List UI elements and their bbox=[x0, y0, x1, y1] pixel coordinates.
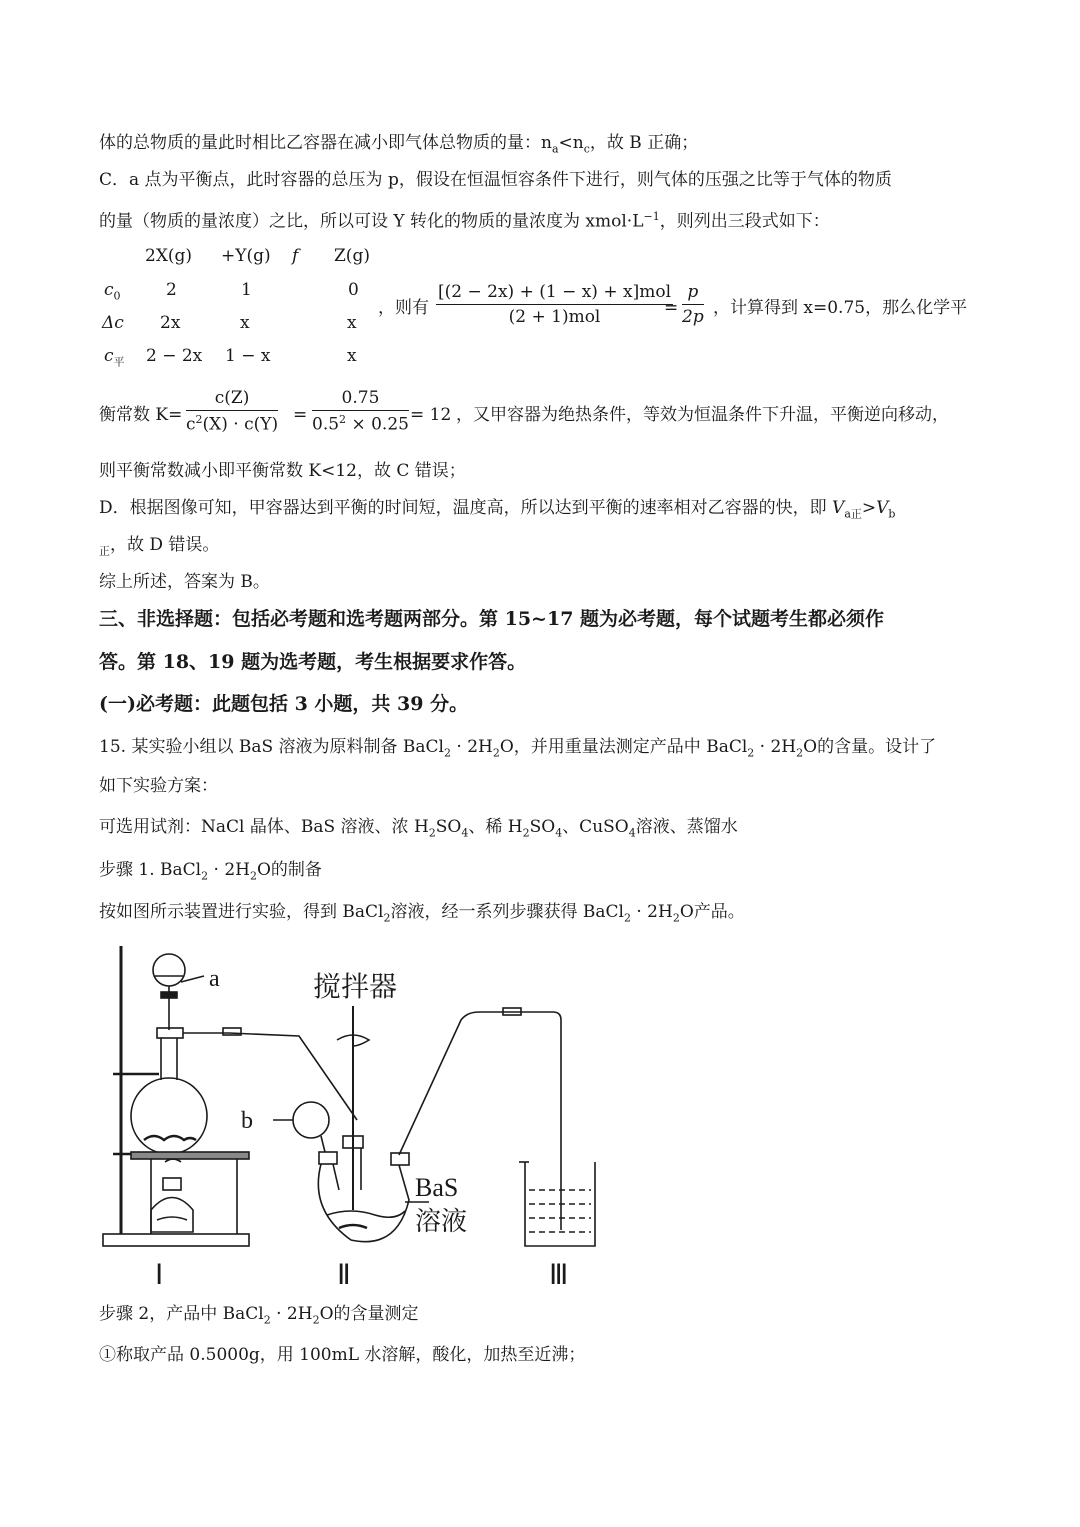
label-solution: 溶液 bbox=[415, 1207, 468, 1236]
row0-z: 0 bbox=[348, 280, 359, 300]
para-k: 则平衡常数减小即平衡常数 K<12，故 C 错误； bbox=[99, 461, 466, 481]
eq-x: 2X(g) bbox=[145, 246, 193, 266]
eq-y: +Y(g) bbox=[221, 246, 271, 266]
safety-bulb bbox=[293, 1102, 329, 1138]
bulb-outlet bbox=[321, 1136, 325, 1152]
section3-heading-line2: 答。第 18、19 题为选考题，考生根据要求作答。 bbox=[99, 651, 527, 673]
row1-x: 2x bbox=[160, 313, 181, 333]
stopper-left bbox=[319, 1152, 337, 1164]
eq-arrow: f bbox=[292, 246, 299, 266]
option-d-line2: $_正$，故 D 错误。 bbox=[99, 535, 220, 558]
calc2-suffix: ，又甲容器为绝热条件，等效为恒温条件下升温，平衡逆向移动， bbox=[456, 405, 949, 425]
round-bottom-flask bbox=[131, 1078, 207, 1154]
row1-z: x bbox=[347, 313, 357, 333]
delivery-tube bbox=[183, 1033, 357, 1120]
calc1-suffix: ，计算得到 x=0.75，那么化学平 bbox=[713, 298, 968, 318]
step1-desc: 按如图所示装置进行实验，得到 BaCl$_2$溶液，经一系列步骤获得 BaCl$_2$ · $2H_2O$产品。 bbox=[99, 902, 745, 925]
label-b: b bbox=[241, 1108, 253, 1134]
bas-solution-surface bbox=[327, 1211, 405, 1217]
row2-label: $c_平$ bbox=[104, 346, 125, 369]
stirrer-blade bbox=[339, 1225, 367, 1228]
three-neck-flask bbox=[318, 1164, 409, 1242]
eq-z: Z(g) bbox=[334, 246, 370, 266]
apparatus-3 bbox=[519, 1162, 595, 1246]
calc1-rhs-fraction: $\frac{p}{2p}$ bbox=[682, 282, 704, 327]
lamp-liquid bbox=[157, 1217, 187, 1220]
row0-label: $c_0$ bbox=[104, 280, 121, 303]
label-a-leader bbox=[181, 976, 204, 982]
row2-x: 2 − 2x bbox=[146, 346, 203, 366]
flask-stopper bbox=[157, 1028, 183, 1038]
section3-heading-line1: 三、非选择题：包括必考题和选考题两部分。第 15~17 题为必考题，每个试题考生都必须作 bbox=[99, 608, 885, 630]
row1-y: x bbox=[240, 313, 250, 333]
summary: 综上所述，答案为 B。 bbox=[99, 572, 270, 592]
calc2-fraction1: $\frac{c(Z)}{c^2(X) \cdot c(Y)}$ bbox=[186, 388, 279, 435]
row0-x: 2 bbox=[166, 280, 177, 300]
row2-y: 1 − x bbox=[225, 346, 271, 366]
label-apparatus-1: Ⅰ bbox=[155, 1260, 164, 1290]
calc2-prefix: 衡常数 K= bbox=[99, 405, 183, 425]
calc1-equals: = bbox=[664, 298, 679, 318]
option-c-line2: 的量（物质的量浓度）之比，所以可设 Y 转化的物质的量浓度为 $xmol\cdot L^{-1}$，则列出三段式如下： bbox=[99, 210, 830, 232]
label-bas: BaS bbox=[415, 1173, 459, 1202]
option-d-line1: D．根据图像可知，甲容器达到平衡的时间短，温度高，所以达到平衡的速率相对乙容器的快，即 $V_{a正}>V_b$ bbox=[99, 498, 896, 521]
calc2-equals1: = bbox=[293, 405, 308, 425]
reagents-line: 可选用试剂：NaCl 晶体、BaS 溶液、浓 $H_2SO_4$、稀 $H_2SO_4$、CuSO$_4$溶液、蒸馏水 bbox=[99, 817, 738, 840]
calc2-equals2: = 12 bbox=[410, 405, 452, 425]
alcohol-lamp bbox=[151, 1198, 193, 1233]
section-required-heading: (一)必考题：此题包括 3 小题，共 39 分。 bbox=[99, 693, 469, 715]
label-apparatus-2: Ⅱ bbox=[337, 1260, 351, 1290]
q15-line2: 如下实验方案： bbox=[99, 776, 218, 796]
label-stirrer: 搅拌器 bbox=[313, 972, 398, 1003]
q15-line1: 15. 某实验小组以 BaS 溶液为原料制备 BaCl$_2$ · $2H_2O$，并用重量法测定产品中 BaCl$_2$ · $2H_2O$的含量。设计了 bbox=[99, 737, 937, 760]
row1-label: Δc bbox=[102, 313, 124, 333]
row0-y: 1 bbox=[241, 280, 252, 300]
apparatus-figure bbox=[99, 940, 619, 1290]
calc2-fraction2: $\frac{0.75}{0.5^2 \times 0.25}$ bbox=[312, 388, 409, 435]
step1-title: 步骤 1. BaCl$_2$ · $2H_2O$的制备 bbox=[99, 860, 322, 883]
stopper-right bbox=[391, 1153, 409, 1165]
stand-base bbox=[103, 1234, 249, 1246]
calc1-prefix: ，则有 bbox=[378, 298, 429, 318]
step2-title: 步骤 2，产品中 BaCl$_2$ · $2H_2O$的含量测定 bbox=[99, 1304, 419, 1327]
text-line: 体的总物质的量此时相比乙容器在减小即气体总物质的量：$n_a<n_c$，故 B 正确； bbox=[99, 133, 699, 156]
funnel-stopcock bbox=[161, 992, 177, 998]
label-a: a bbox=[209, 966, 220, 992]
row2-z: x bbox=[347, 346, 357, 366]
label-apparatus-3: Ⅲ bbox=[549, 1260, 569, 1290]
option-c-line1: C．a 点为平衡点，此时容器的总压为 p，假设在恒温恒容条件下进行，则气体的压强之比等于气体的物质 bbox=[99, 170, 892, 190]
separatory-funnel bbox=[153, 954, 185, 986]
lamp-cap bbox=[163, 1178, 181, 1190]
wire-gauze bbox=[131, 1152, 249, 1159]
flask-left-neck-inner bbox=[333, 1164, 339, 1190]
calc1-fraction: [(2 − 2x) + (1 − x) + x]mol (2 + 1)mol bbox=[438, 282, 672, 327]
solid-reagent bbox=[144, 1136, 196, 1140]
step2-item1: ①称取产品 0.5000g，用 100mL 水溶解，酸化，加热至近沸； bbox=[99, 1345, 586, 1365]
